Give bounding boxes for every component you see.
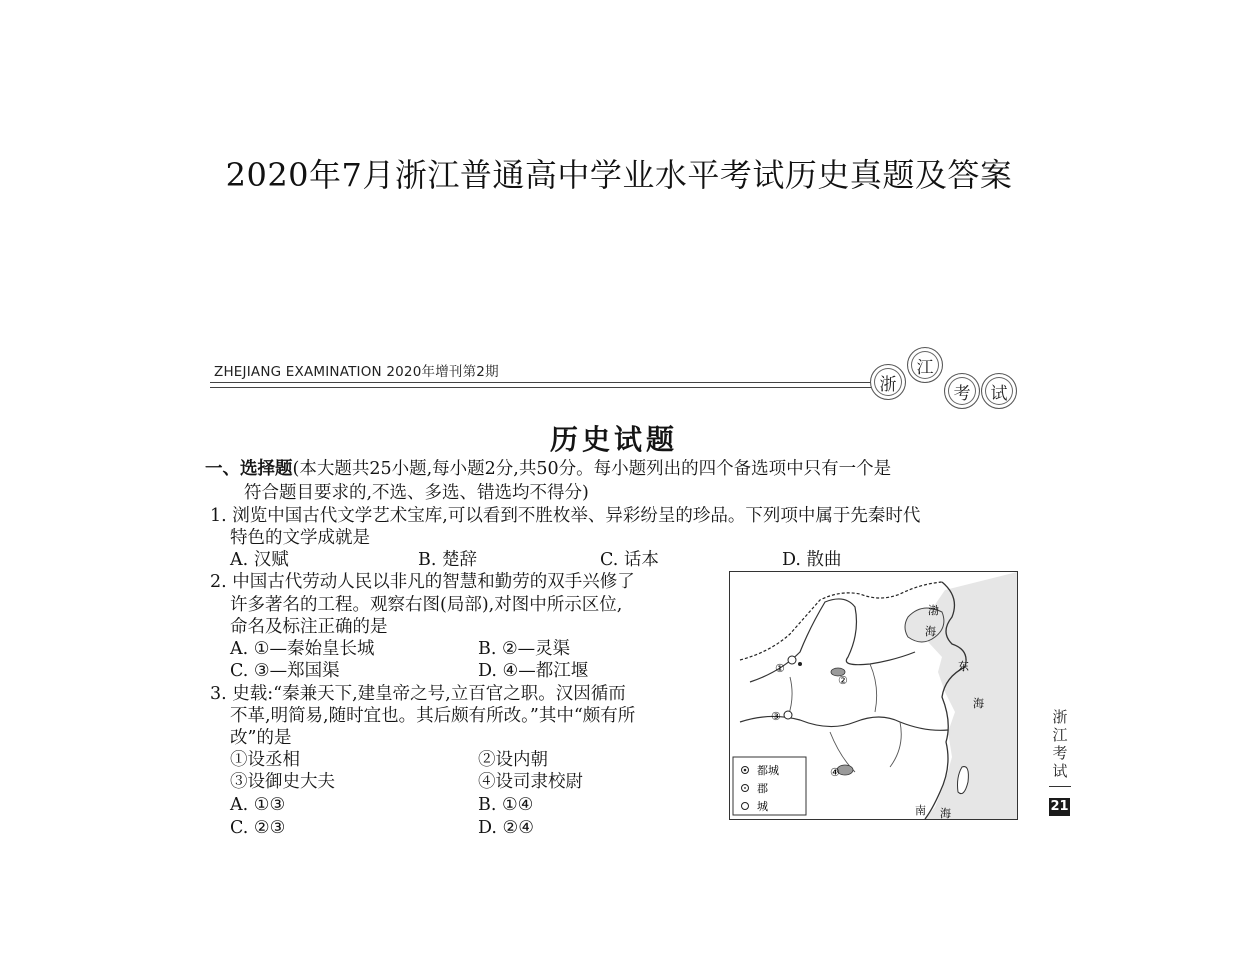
map-marker-3: ③ bbox=[771, 710, 781, 723]
china-map-figure bbox=[729, 571, 1018, 820]
q3-option-d: D. ②④ bbox=[478, 818, 534, 838]
legend-commandery-symbol-center bbox=[744, 787, 746, 789]
q3-item-2: ②设内朝 bbox=[478, 750, 548, 770]
map-marker-4: ④ bbox=[830, 766, 840, 779]
q1-option-c: C. 话本 bbox=[600, 550, 659, 570]
sea-label: 南 bbox=[915, 804, 926, 817]
q1-option-b: B. 楚辞 bbox=[418, 550, 477, 570]
legend-commandery-label: 郡 bbox=[757, 782, 768, 795]
seal-char: 考 bbox=[944, 373, 980, 409]
q1-stem-line-1: 1. 浏览中国古代文学艺术宝库,可以看到不胜枚举、异彩纷呈的珍品。下列项中属于先秦时代 bbox=[210, 506, 921, 526]
map-svg bbox=[730, 572, 1017, 819]
q3-option-c: C. ②③ bbox=[230, 818, 286, 838]
q3-item-4: ④设司隶校尉 bbox=[478, 772, 583, 792]
q2-option-d: D. ④—都江堰 bbox=[478, 661, 589, 681]
q3-item-1: ①设丞相 bbox=[230, 750, 300, 770]
instructions-line-2: 符合题目要求的,不选、多选、错选均不得分) bbox=[244, 483, 589, 503]
sea-label: 东 bbox=[958, 660, 969, 673]
document-title: 2020年7月浙江普通高中学业水平考试历史真题及答案 bbox=[225, 156, 1013, 194]
city-dot bbox=[788, 656, 796, 664]
section-title: 历史试题 bbox=[549, 423, 678, 456]
q2-option-c: C. ③—郑国渠 bbox=[230, 661, 340, 681]
sea-label: 海 bbox=[925, 625, 936, 638]
sea-label: 渤 bbox=[928, 604, 939, 617]
q3-stem-line-1: 3. 史载:“秦兼天下,建皇帝之号,立百官之职。汉因循而 bbox=[210, 684, 626, 704]
q1-option-a: A. 汉赋 bbox=[230, 550, 289, 570]
side-vertical-label: 浙江考试 bbox=[1052, 708, 1068, 780]
legend-city-symbol bbox=[742, 803, 749, 810]
q2-option-b: B. ②—灵渠 bbox=[478, 639, 571, 659]
q2-stem-line-1: 2. 中国古代劳动人民以非凡的智慧和勤劳的双手兴修了 bbox=[210, 572, 635, 592]
sea-label: 海 bbox=[940, 807, 951, 819]
seal-char: 试 bbox=[981, 373, 1017, 409]
instructions-text: (本大题共25小题,每小题2分,共50分。每小题列出的四个备选项中只有一个是 bbox=[292, 459, 892, 479]
instructions-line-1 bbox=[205, 458, 891, 480]
legend-city-label: 城 bbox=[757, 800, 768, 813]
legend-capital-symbol-center bbox=[744, 769, 747, 772]
side-rule bbox=[1049, 786, 1071, 787]
q1-option-d: D. 散曲 bbox=[782, 550, 842, 570]
q3-stem-line-2: 不革,明简易,随时宜也。其后颇有所改。”其中“颇有所 bbox=[230, 706, 636, 726]
city-dot bbox=[784, 711, 792, 719]
q3-option-a: A. ①③ bbox=[230, 795, 286, 815]
map-marker-2: ② bbox=[838, 674, 848, 687]
instructions-label: 一、选择题 bbox=[205, 459, 293, 479]
q3-stem-line-3: 改”的是 bbox=[230, 728, 292, 748]
city-dot bbox=[798, 662, 802, 666]
q1-stem-line-2: 特色的文学成就是 bbox=[230, 528, 370, 548]
q3-option-b: B. ①④ bbox=[478, 795, 534, 815]
map-marker-1: ① bbox=[775, 662, 785, 675]
q3-item-3: ③设御史大夫 bbox=[230, 772, 335, 792]
header-rule bbox=[210, 382, 878, 388]
legend-capital-label: 都城 bbox=[757, 764, 779, 777]
seal-char: 江 bbox=[907, 347, 943, 383]
q2-option-a: A. ①—秦始皇长城 bbox=[230, 639, 375, 659]
sea-label: 海 bbox=[973, 697, 984, 710]
magazine-masthead: ZHEJIANG EXAMINATION 2020年增刊第2期 bbox=[214, 364, 499, 380]
page-number: 21 bbox=[1050, 799, 1069, 814]
seal-char: 浙 bbox=[870, 364, 906, 400]
q2-stem-line-3: 命名及标注正确的是 bbox=[230, 617, 388, 637]
q2-stem-line-2: 许多著名的工程。观察右图(局部),对图中所示区位, bbox=[230, 595, 623, 615]
